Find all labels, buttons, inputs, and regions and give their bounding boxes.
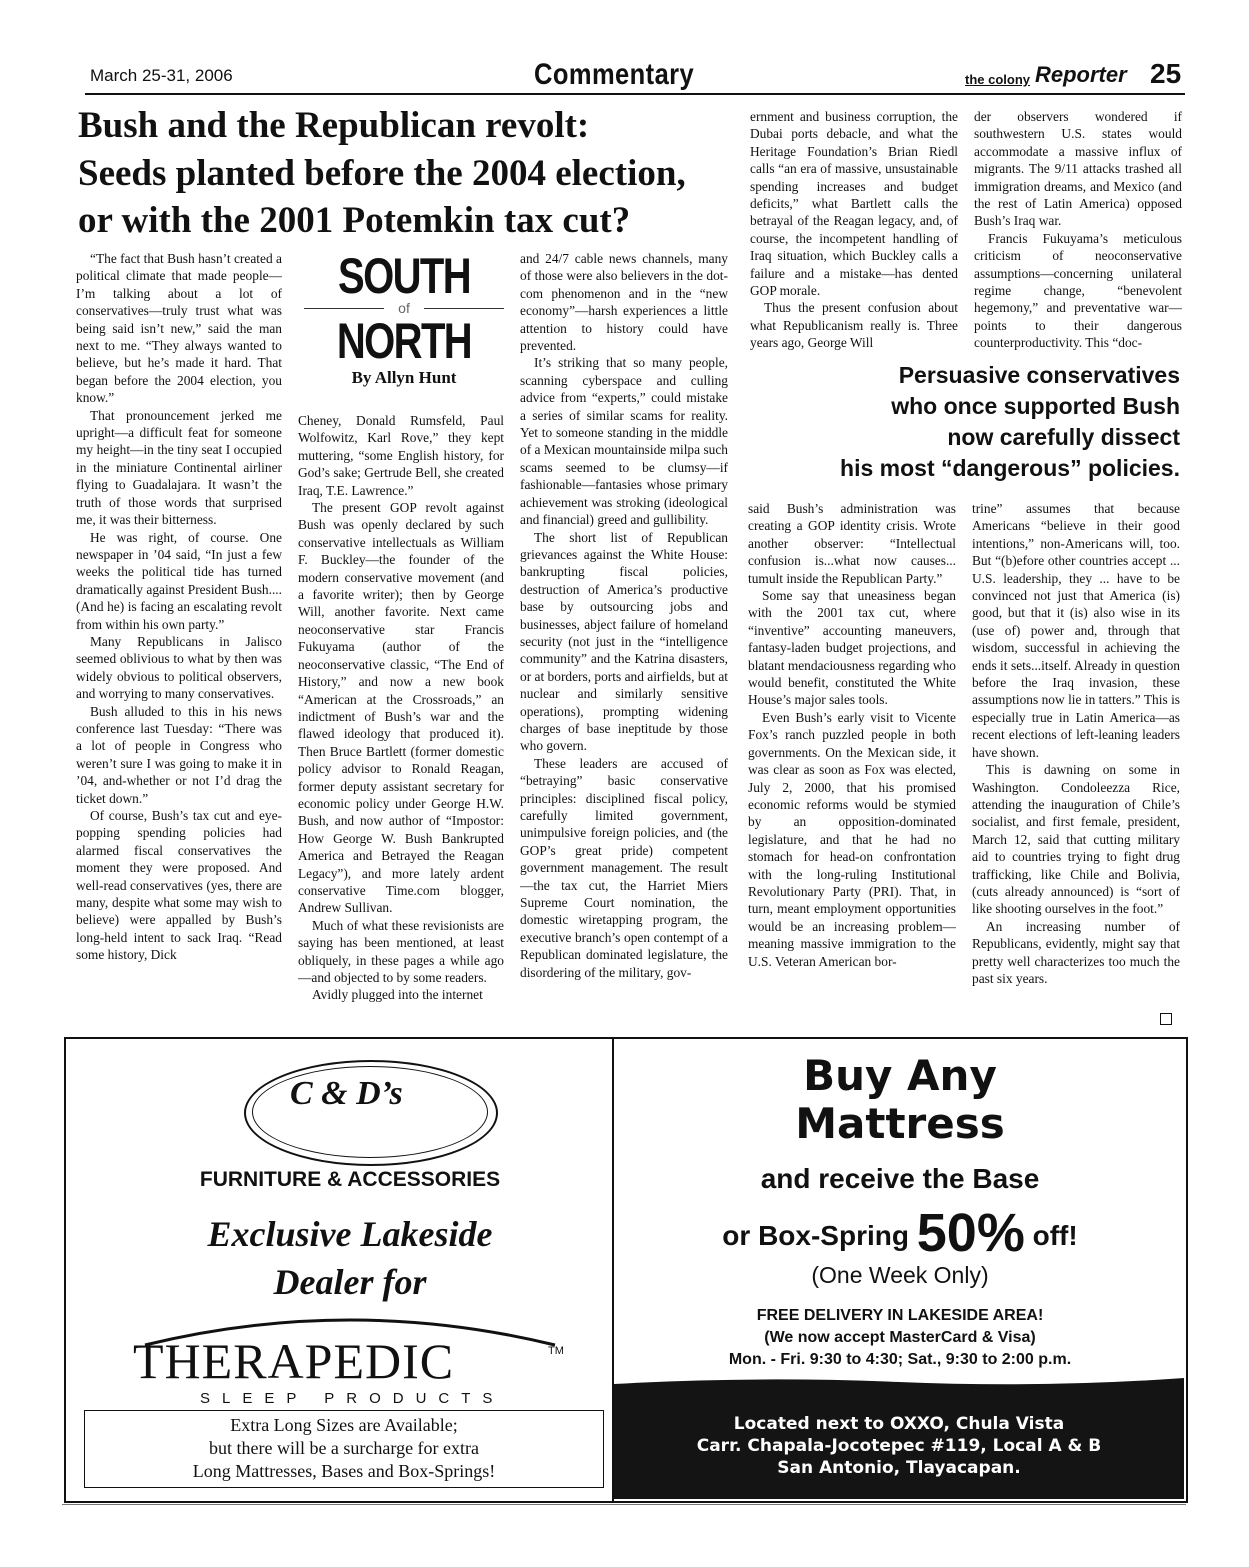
notice-line: Long Mattresses, Bases and Box-Springs! [192,1461,496,1481]
notice-line: Extra Long Sizes are Available; [230,1415,458,1435]
issue-date: March 25-31, 2006 [90,66,233,85]
exclusive-line-1: Exclusive Lakeside [207,1214,493,1254]
paragraph: ernment and business corruption, the Dubai ports debacle, and what the Heritage Foundation’s Brian Riedl calls “an era of massive, unsustainable spending increases and budget deficits,” what Bartlett calls the betrayal of the Reagan legacy, and, of course, the incompetent handling of Iraq situation, which Buckley calls a failure and a mistake—has dented GOP morale. [750,109,958,299]
sleep-products: SLEEP PRODUCTS [200,1390,505,1407]
footer-rule [62,1504,1186,1505]
article-column-4-bottom [748,500,956,1030]
end-mark [1160,1013,1172,1025]
section-title: Commentary [534,58,695,91]
paragraph: That pronouncement jerked me upright—a difficult feat for someone my height—in the tiny seat I occupied in the miniature Continental airliner flying to Guadalajara. It wasn’t the truth of those words that surprised me, it was their bitterness. [76,407,282,528]
article-column-3 [520,250,728,1030]
paragraph: said Bush’s administration was creating a GOP identity crisis. Wrote another observer: “Intellectual confusion is...what now causes... tumult inside the Republican Party.” [748,501,956,586]
paragraph: trine” assumes that because Americans “believe in their good intentions,” non-Americans will, too. But “(b)efore other countries accept ... U.S. leadership, they ... have to be convinced not just that America (is) good, but that it (is) also wise in its (use of) power and, through that wisdom, successful in achieving the ends it sets...itself. Already in question before the Iraq invasion, these assumptions now lie in tatters.” This is especially true in Latin America—as recent elections of left-leaning leaders have shown. [972,501,1180,760]
buy-line-1: Buy Any [803,1051,997,1100]
paragraph: An increasing number of Republicans, evidently, might say that pretty well characterizes too much the past six years. [972,918,1180,986]
paragraph: der observers wondered if southwestern U.S. states would accommodate a massive influx of migrants. The 9/11 attacks trashed all immigration dreams, and Mexico (and the rest of Latin America) opposed Bush’s Iraq war. [974,109,1182,229]
buy-any-mattress [620,1052,1180,1148]
long-sizes-notice [84,1410,604,1488]
article-column-4-top [750,108,958,356]
column-logo [300,250,508,400]
paragraph: This is dawning on some in Washington. Condoleezza Rice, attending the inauguration of Chile’s socialist, and first female, president, March 12, said that cutting military aid to countries trying to fight drug trafficking, like Chile and Bolivia, (cuts already announced) is “sort of like shooting ourselves in the foot.” [972,762,1180,917]
byline: By Allyn Hunt [351,368,457,387]
article-column-5-bottom [972,500,1180,1030]
receive-base: and receive the Base [760,1163,1040,1194]
paragraph: Bush alluded to this in his news conference last Tuesday: “There was a lot of people in Congress who weren’t sure I was going to make it in ’04, and-whether or not I’d drag the ticket down.” [76,703,282,806]
article-column-5-top [974,108,1182,356]
payment-line: (We now accept MasterCard & Visa) [764,1329,1036,1346]
paragraph: “The fact that Bush hasn’t created a political climate that made people—I’m talking about a lot of conservatives—truly trust what was being said isn’t new,” said the man next to me. “They always wanted to believe, but he’s made it hard. That began before the 2004 election, you know.” [76,251,282,406]
discount-percent: 50% [916,1203,1025,1263]
paragraph: These leaders are accused of “betraying” basic conservative principles: disciplined fiscal policy, carefully limited government, unimpulsive foreign policies, and (the GOP’s great pride) competent government management. The result—the tax cut, the Harriet Miers Supreme Court nomination, the domestic wiretapping program, the executive branch’s open contempt of a Republican dominated legislature, the disordering of the military, gov- [520,755,728,980]
header-rule [85,93,1185,95]
paragraph: Many Republicans in Jalisco seemed oblivious to what by then was widely obvious to political observers, and worrying to many conservatives. [76,633,282,702]
exclusive-line-2: Dealer for [273,1262,427,1302]
paragraph: Francis Fukuyama’s meticulous criticism of neoconservative assumptions—concerning unilateral regime change, “benevolent hegemony,” and preventative war—points to their dangerous counterproductivity. This “doc- [974,230,1182,351]
paragraph: Avidly plugged into the internet [312,987,483,1003]
exclusive-dealer [100,1210,600,1306]
box-spring-offer [620,1202,1180,1264]
paper-name: Reporter [1035,62,1127,87]
furniture-heading: FURNITURE & ACCESSORIES [199,1168,501,1191]
headline-line-3: or with the 2001 Potemkin tax cut? [78,200,631,241]
paragraph: and 24/7 cable news channels, many of those were also believers in the dot-com phenomenon and in the “new economy”—harsh experiences a little attention to history could have prevented. [520,251,728,354]
page-number: 25 [1150,58,1182,89]
paragraph: Much of what these revisionists are saying has been mentioned, at least obliquely, in these pages a while ago—and objected to by some readers. [298,917,504,985]
trademark: TM [548,1345,564,1357]
paragraph: Thus the present confusion about what Republicanism really is. Three years ago, George Will [750,300,958,351]
delivery-line: FREE DELIVERY IN LAKESIDE AREA! [756,1307,1044,1324]
headline-line-1: Bush and the Republican revolt: [78,105,590,146]
article-column-1 [76,250,282,1030]
paragraph: Some say that uneasiness began with the 2001 tax cut, where “inventive” accounting maneuvers, fantasy-laden budget projections, and blatant mendaciousness regarding who would benefit, constituted the White House’s major sales tools. [748,588,956,708]
location-text [614,1413,1184,1479]
location-line: Located next to OXXO, Chula Vista [733,1414,1065,1434]
delivery-info [620,1305,1180,1371]
paragraph: The short list of Republican grievances against the White House: bankrupting fiscal policies, destruction of America’s productive base by outsourcing jobs and businesses, abject failure of homeland security (not just in the “intelligence community” and the Katrina disasters, or at borders, ports and airfields, but at nuclear and similarly sensitive operations), prompting widening charges of base ineptitude by those who govern. [520,529,728,754]
box-spring-label: or Box-Spring [722,1220,909,1251]
article-column-2 [298,412,504,1030]
paragraph: The present GOP revolt against Bush was openly declared by such conservative intellectuals as William F. Buckley—the founder of the modern conservative movement (and a favorite writer); then by George Will, another favorite. Next came neoconservative star Francis Fukuyama (author of the neoconservative classic, “The End of History,” and now a new book “American at the Crossroads,” an indictment of Bush’s war and the flawed ideology that produced it). Then Bruce Bartlett (former domestic policy advisor to Ronald Reagan, former deputy assistant secretary for economic policy under George H.W. Bush, and now author of “Impostor: How George W. Bush Bankrupted America and Betrayed the Reagan Legacy”), and more lately ardent conservative Time.com blogger, Andrew Sullivan. [298,500,504,916]
logo-north: NORTH [336,313,472,369]
paragraph: Of course, Bush’s tax cut and eye-popping spending policies had alarmed fiscal conservatives the moment they were proposed. And well-read conservatives (yes, there are many, despite what some may wish to believe) were appalled by Bush’s long-held intent to sack Iraq. “Read some history, Dick [76,808,282,963]
pull-quote-line: who once supported Bush [891,393,1180,419]
location-line: Carr. Chapala-Jocotepec #119, Local A & B [696,1436,1102,1456]
logo-south: SOUTH [338,248,470,304]
store-logo-text: C & D’s [290,1075,403,1112]
hours-line: Mon. - Fri. 9:30 to 4:30; Sat., 9:30 to 2:00 p.m. [728,1351,1072,1368]
paragraph: He was right, of course. One newspaper in ’04 said, “In just a few weeks the political tide has turned dramatically against President Bush.... (And he) is facing an escalating revolt from within his own party.” [76,529,282,632]
paragraph: Even Bush’s early visit to Vicente Fox’s ranch puzzled people in both governments. On the Mexican side, it was clear as soon as Fox was elected, July 2, 2000, that his promised economic reforms would be stymied by an opposition-dominated legislature, and that he had no stomach for head-on confrontation with the long-ruling Institutional Revolutionary Party (PRI). That, in turn, meant employment opportunities would be an increasing problem—meaning massive immigration to the U.S. Veteran American bor- [748,709,956,969]
notice-line: but there will be a surcharge for extra [208,1438,480,1458]
logo-of: of [300,302,508,314]
paragraph: Cheney, Donald Rumsfeld, Paul Wolfowitz, Karl Rove,” they kept muttering, “some English history, for God’s sake; Gertrude Bell, she created Iraq, T.E. Lawrence.” [298,413,504,498]
pull-quote [790,360,1180,484]
pull-quote-line: Persuasive conservatives [898,362,1180,388]
pull-quote-line: his most “dangerous” policies. [840,455,1180,481]
therapedic-brand: THERAPEDIC [133,1333,455,1389]
location-line: San Antonio, Tlayacapan. [777,1458,1021,1478]
pull-quote-line: now carefully dissect [947,424,1180,450]
off-label: off! [1032,1220,1078,1251]
paragraph: It’s striking that so many people, scanning cyberspace and culling advice from “experts,” could mistake a series of similar scams for reality. Yet to someone standing in the middle of a Mexican mountainside milpa such scams seemed to be clumsy—if fashionable—fantasies whose primary achievement was stroking (ideological and financial) greed and gullibility. [520,355,728,528]
buy-line-2: Mattress [795,1099,1005,1148]
headline-line-2: Seeds planted before the 2004 election, [78,153,686,194]
one-week-only: (One Week Only) [811,1262,989,1288]
colony-logo: the colony [965,72,1031,87]
